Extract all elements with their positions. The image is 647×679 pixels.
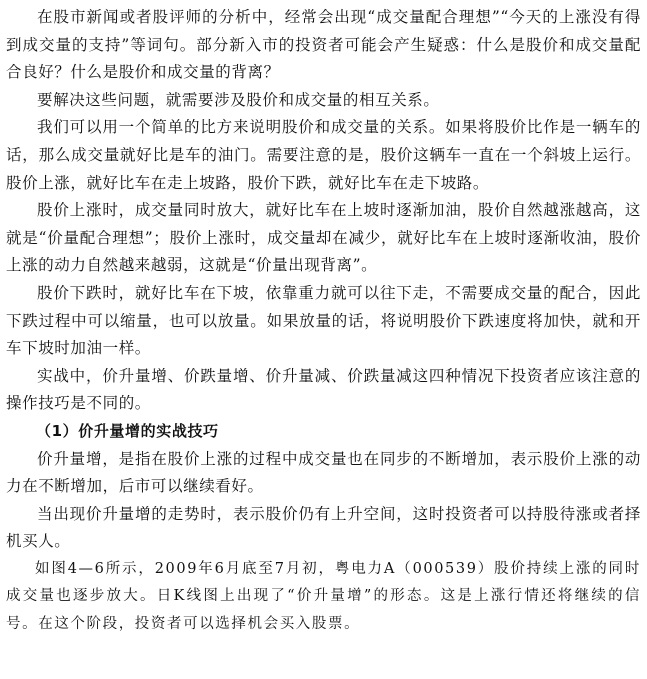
paragraph-problem: 要解决这些问题，就需要涉及股价和成交量的相互关系。 (37, 90, 440, 109)
paragraph-four-cases: 实战中，价升量增、价跌量增、价升量减、价跌量减这四种情况下投资者应该注意的操作技巧是不同的。 (6, 366, 641, 413)
paragraph-advice: 当出现价升量增的走势时，表示股价仍有上升空间，这时投资者可以持股待涨或者择机买人。 (6, 504, 641, 551)
paragraph-price-down: 股价下跌时，就好比车在下坡，依靠重力就可以往下走，不需要成交量的配合，因此下跌过程中可以缩量，也可以放量。如果放量的话，将说明股价下跌速度将加快，就和开车下坡时加油一样。 (6, 283, 641, 358)
paragraph-definition: 价升量增，是指在股价上涨的过程中成交量也在同步的不断增加，表示股价上涨的动力在不断增加，后市可以继续看好。 (6, 449, 641, 496)
paragraph-intro: 在股市新闻或者股评师的分析中，经常会出现“成交量配合理想”“今天的上涨没有得到成交量的支持”等词句。部分新入市的投资者可能会产生疑惑：什么是股价和成交量配合良好？什么是股价和成交量的背离？ (6, 8, 641, 82)
section-heading: （1）价升量增的实战技巧 (36, 421, 219, 440)
paragraph-price-up: 股价上涨时，成交量同时放大，就好比车在上坡时逐渐加油，股价自然越涨越高，这就是“价量配合理想”；股价上涨时，成交量却在减少，就好比车在上坡时逐渐收油，股价上涨的动力自然越来越弱，这就是“价量出现背离”。 (6, 201, 641, 275)
paragraph-figure-note: 如图4—6所示，2009年6月底至7月初，粤电力A（000539）股价持续上涨的同时成交量也逐步放大。日K线图上出现了“价升量增”的形态。这是上涨行情还将继续的信号。在这个阶段，投资者可以选择机会买入股票。 (6, 560, 641, 633)
paragraph-analogy: 我们可以用一个简单的比方来说明股价和成交量的关系。如果将股价比作是一辆车的话，那么成交量就好比是车的油门。需要注意的是，股价这辆车一直在一个斜坡上运行。股价上涨，就好比车在走上坡路，股价下跌，就好比车在走下坡路。 (6, 118, 641, 192)
